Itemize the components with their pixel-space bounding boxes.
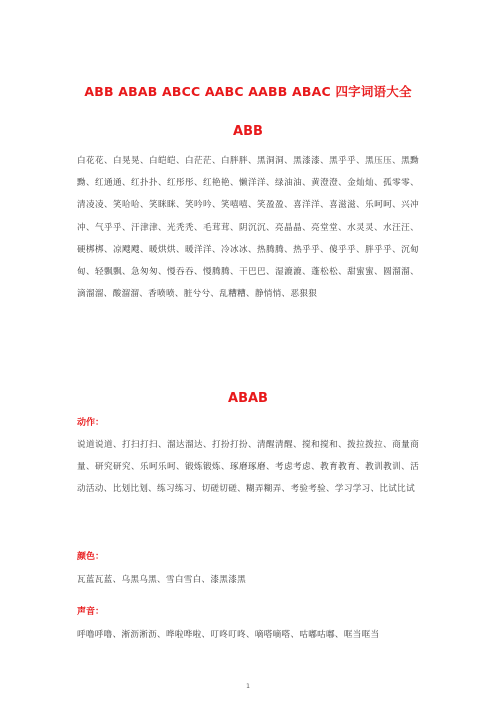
category-label-action: 动作： [77,418,105,428]
page-number: 1 [246,683,250,690]
document-title: ABB ABAB ABCC AABC AABB ABAC 四字词语大全 [84,84,412,99]
sound-word-list: 呼噜呼噜、淅沥淅沥、哗啦哗啦、叮咚叮咚、嘀嗒嘀嗒、咕嘟咕嘟、哐当哐当 [77,630,380,640]
abb-word-list: 白花花、白晃晃、白皑皑、白茫茫、白胖胖、黑洞洞、黑漆漆、黑乎乎、黑压压、黑黝黝、红通通、红扑扑、红彤彤、红艳艳、懒洋洋、绿油油、黄澄澄、金灿灿、孤零零、清凌凌、笑哈哈、笑眯眯、笑吟吟、笑嘻嘻、笑盈盈、喜洋洋、喜滋滋、乐呵呵、兴冲冲、气乎乎、汗津津、光秃秃、毛茸茸、阴沉沉、亮晶晶、亮堂堂、水灵灵、水汪汪、硬梆梆、凉飕飕、暖烘烘、暖洋洋、冷冰冰、热腾腾、热乎乎、傻乎乎、胖乎乎、沉甸甸、轻飘飘、急匆匆、慢吞吞、慢腾腾、干巴巴、湿漉漉、蓬松松、甜蜜蜜、圆溜溜、滴溜溜、酸溜溜、香喷喷、脏兮兮、乱糟糟、静悄悄、恶狠狠 [77,156,419,300]
category-label-color: 颜色： [77,552,105,562]
action-word-list: 说道说道、打扫打扫、溜达溜达、打扮打扮、清醒清醒、搅和搅和、拨拉拨拉、商量商量、研究研究、乐呵乐呵、锻炼锻炼、琢磨琢磨、考虑考虑、教育教育、教训教训、活动活动、比划比划、练习练习、切磋切磋、糊弄糊弄、考验考验、学习学习、比试比试 [77,440,419,495]
color-word-list: 瓦蓝瓦蓝、乌黑乌黑、雪白雪白、漆黑漆黑 [77,575,246,585]
category-label-sound: 声音： [77,607,105,617]
section-heading-abb: ABB [233,124,263,139]
section-heading-abab: ABAB [228,391,268,406]
